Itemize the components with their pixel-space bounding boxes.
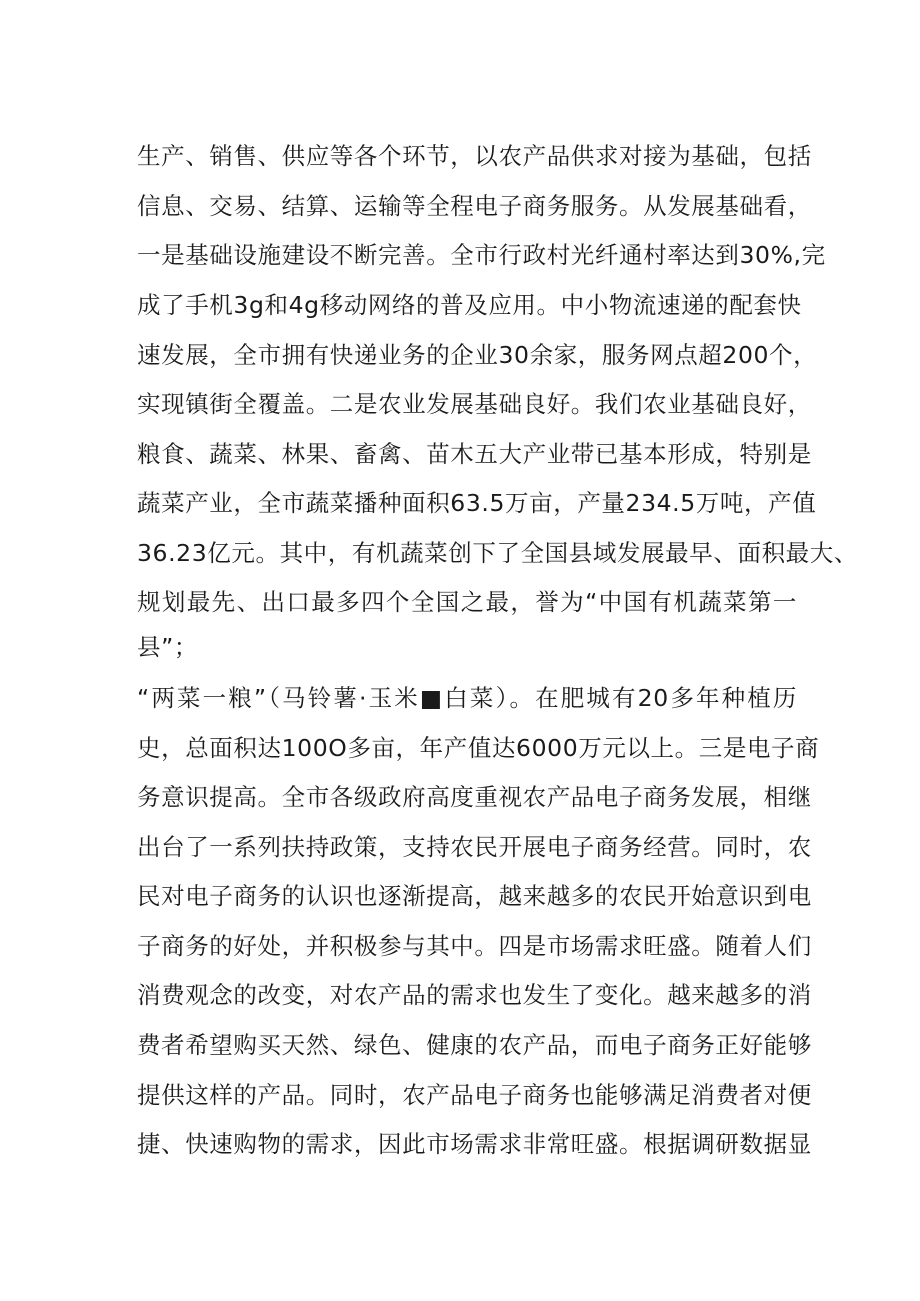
- text-line: 费者希望购买天然、绿色、健康的农产品，而电子商务正好能够: [137, 1031, 812, 1059]
- text-line: 务意识提高。全市各级政府高度重视农产品电子商务发展，相继: [137, 783, 812, 811]
- text-line: 史，总面积达100O多亩，年产值达6000万元以上。三是电子商: [137, 734, 820, 762]
- text-line: 蔬菜产业，全市蔬菜播种面积63.5万亩，产量234.5万吨，产值: [137, 489, 817, 517]
- text-line: 速发展，全市拥有快递业务的企业30余家，服务网点超200个，: [137, 341, 818, 369]
- text-line: 消费观念的改变，对农产品的需求也发生了变化。越来越多的消: [137, 981, 812, 1009]
- text-line: 子商务的好处，并积极参与其中。四是市场需求旺盛。随着人们: [137, 932, 812, 960]
- text-line: 规划最先、出口最多四个全国之最，誉为“中国有机蔬菜第一: [137, 588, 797, 616]
- text-line: 生产、销售、供应等各个环节，以农产品供求对接为基础，包括: [137, 142, 812, 170]
- text-line: 粮食、蔬菜、林果、畜禽、苗木五大产业带已基本形成，特别是: [137, 440, 812, 468]
- text-line: 县”；: [137, 633, 198, 661]
- text-line: 一是基础设施建设不断完善。全市行政村光纤通村率达到30%,完: [137, 241, 826, 269]
- text-line: 出台了一系列扶持政策，支持农民开展电子商务经营。同时，农: [137, 833, 812, 861]
- text-line: 提供这样的产品。同时，农产品电子商务也能够满足消费者对便: [137, 1081, 812, 1109]
- text-line: 捷、快速购物的需求，因此市场需求非常旺盛。根据调研数据显: [137, 1130, 812, 1158]
- text-line: 实现镇街全覆盖。二是农业发展基础良好。我们农业基础良好，: [137, 390, 812, 418]
- text-line: 36.23亿元。其中，有机蔬菜创下了全国县域发展最早、面积最大、: [137, 539, 858, 567]
- text-line: “两菜一粮”（马铃薯·玉米■白菜）。在肥城有20多年种植历: [137, 684, 797, 712]
- text-line: 民对电子商务的认识也逐渐提高，越来越多的农民开始意识到电: [137, 882, 812, 910]
- text-line: 成了手机3g和4g移动网络的普及应用。中小物流速递的配套快: [137, 291, 802, 319]
- text-line: 信息、交易、结算、运输等全程电子商务服务。从发展基础看，: [137, 192, 812, 220]
